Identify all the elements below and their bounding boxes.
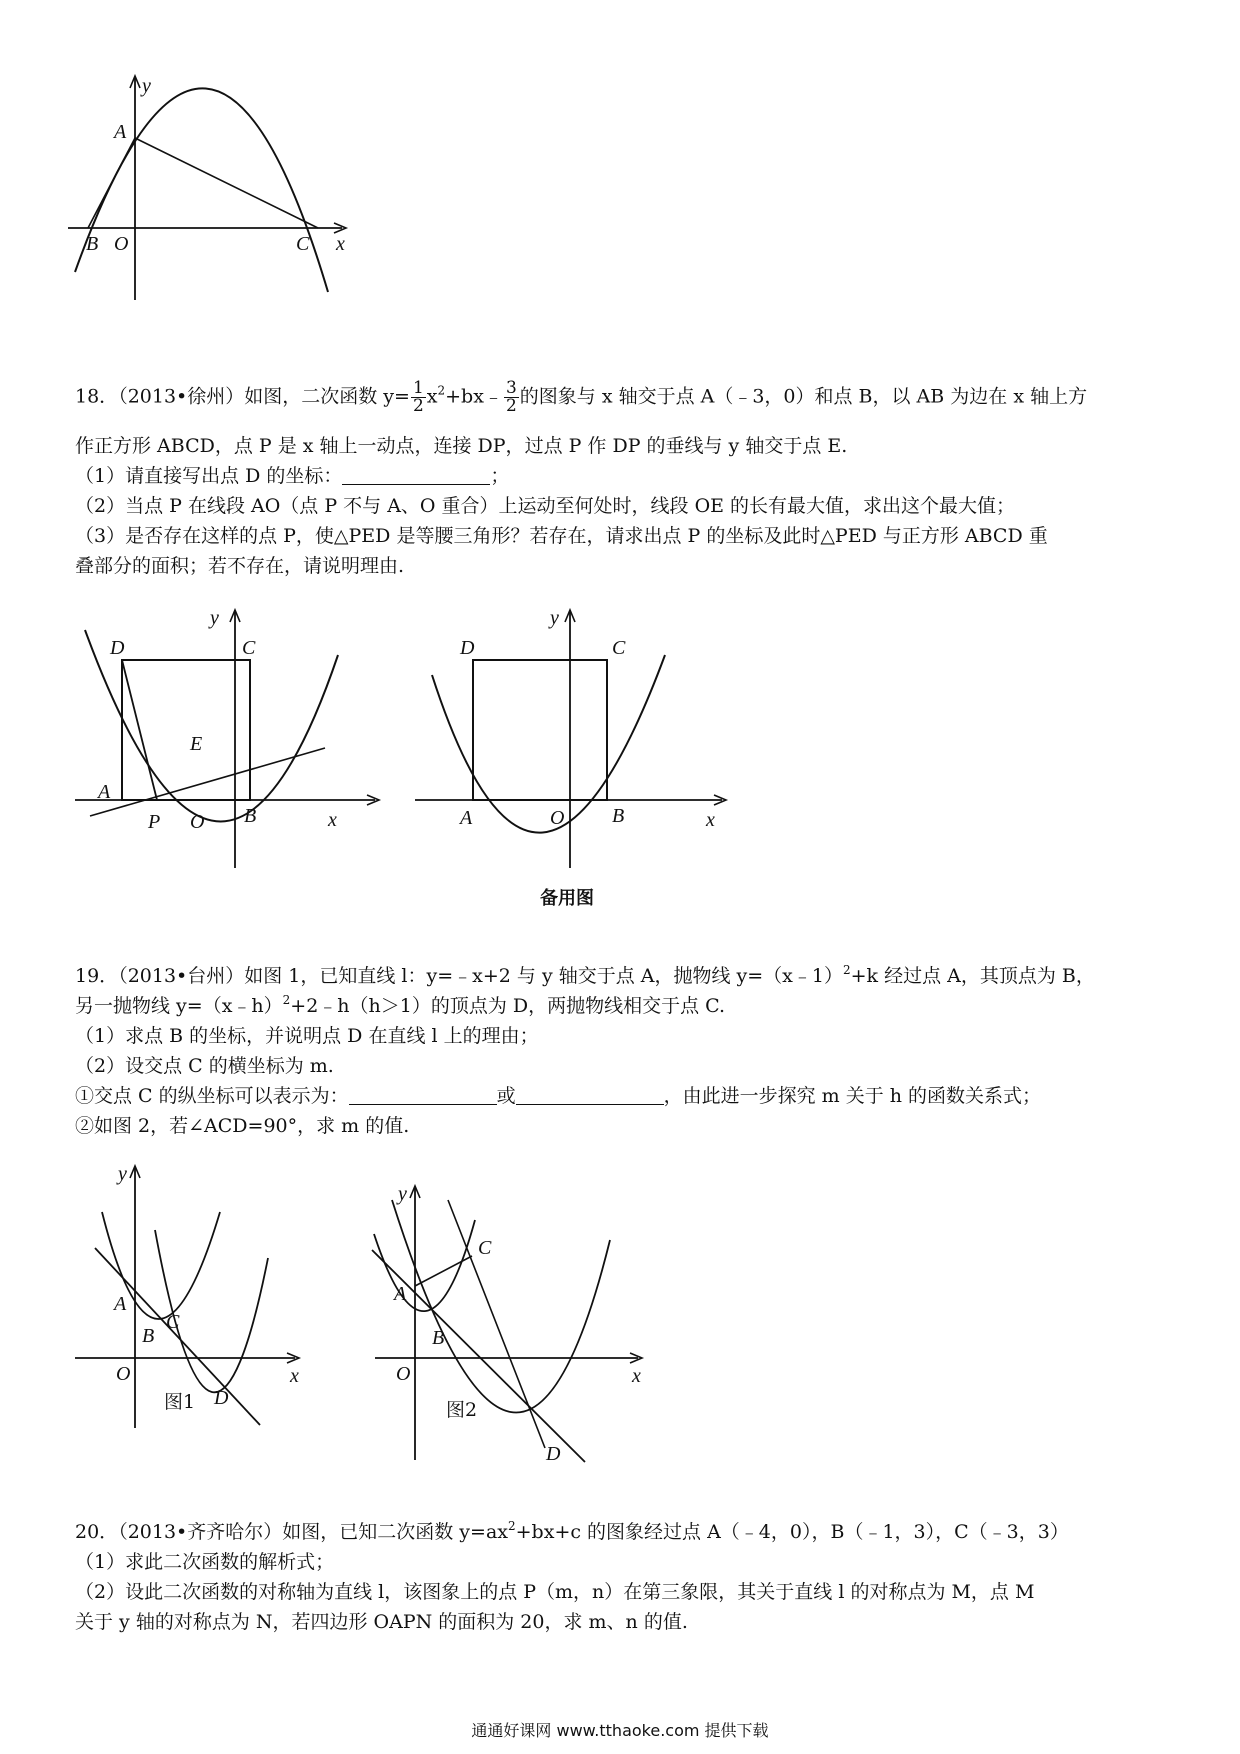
exponent: 2: [842, 963, 851, 977]
answer-blank[interactable]: [349, 1086, 497, 1105]
label-b: B: [142, 1325, 155, 1347]
fraction-three-halves: [504, 380, 519, 415]
label-d: D: [546, 1443, 561, 1465]
q19-text: +k 经过点 A，其顶点为 B，: [850, 965, 1095, 987]
q18-part1-end: ；: [490, 465, 510, 487]
square-abcd: [473, 660, 607, 800]
q19-sub1: [75, 1082, 1041, 1110]
q19-number: 19．: [75, 965, 119, 987]
label-c: C: [296, 233, 310, 255]
figure-caption: 图2: [446, 1399, 478, 1421]
label-b: B: [244, 805, 257, 827]
label-x: x: [328, 809, 337, 831]
label-a: A: [114, 1293, 127, 1315]
q19-line2: [75, 992, 725, 1020]
label-d: D: [214, 1387, 229, 1409]
label-a: A: [394, 1283, 407, 1305]
q19-sub1-or: 或: [496, 1085, 516, 1107]
exponent: 2: [508, 1519, 516, 1533]
square-abcd: [122, 660, 250, 800]
fraction-one-half: [411, 380, 426, 415]
q19-text: 另一抛物线 y=（x﹣h）: [75, 995, 283, 1017]
label-o: O: [550, 807, 565, 829]
label-x: x: [336, 233, 345, 255]
label-o: O: [396, 1363, 411, 1385]
q18-source: （2013•徐州）: [118, 385, 245, 408]
q18-part3b: 叠部分的面积；若不存在，请说明理由.: [75, 555, 405, 577]
q18-part1-text: （1）请直接写出点 D 的坐标：: [75, 465, 343, 487]
q19-sub1-text: ，由此进一步探究 m 关于 h 的函数关系式；: [663, 1085, 1042, 1107]
q19-text: 如图 1，已知直线 l：y=﹣x+2 与 y 轴交于点 A，抛物线 y=（x﹣1）: [244, 965, 843, 987]
label-y: y: [398, 1183, 407, 1205]
q19-text: +2﹣h（h＞1）的顶点为 D，两抛物线相交于点 C.: [290, 995, 726, 1017]
segment-ac: [135, 138, 318, 228]
q19-part2: （2）设交点 C 的横坐标为 m.: [75, 1055, 334, 1077]
q18-part1: [75, 462, 509, 490]
q20-part1: （1）求此二次函数的解析式；: [75, 1551, 335, 1573]
q19-part1: （1）求点 B 的坐标，并说明点 D 在直线 l 上的理由；: [75, 1025, 539, 1047]
figure-caption: 备用图: [540, 888, 594, 909]
q20-part2b: 关于 y 轴的对称点为 N，若四边形 OAPN 的面积为 20，求 m、n 的值.: [75, 1611, 688, 1633]
q19-line1: [75, 962, 1095, 990]
label-x: x: [706, 809, 715, 831]
q18-text: x: [426, 385, 438, 408]
fraction-denominator: 2: [505, 396, 517, 416]
q18-text: 如图，二次函数 y=: [244, 385, 410, 408]
fraction-numerator: 3: [505, 378, 517, 398]
q20-source: （2013•齐齐哈尔）: [118, 1521, 283, 1543]
label-c: C: [242, 637, 256, 659]
figure-q19-2: [370, 1180, 660, 1470]
label-c: C: [478, 1237, 492, 1259]
q18-part2: （2）当点 P 在线段 AO（点 P 不与 A、O 重合）上运动至何处时，线段 OE 的长有最大值，求出这个最大值；: [75, 495, 1016, 517]
label-a: A: [98, 781, 111, 803]
label-e: E: [190, 733, 203, 755]
q20-part2a: （2）设此二次函数的对称轴为直线 l，该图象上的点 P（m，n）在第三象限，其关于直线 l 的对称点为 M，点 M: [75, 1581, 1035, 1603]
fraction-numerator: 1: [412, 378, 424, 398]
label-b: B: [432, 1327, 445, 1349]
exponent: 2: [437, 383, 446, 398]
q20-line1: [75, 1518, 1069, 1546]
label-o: O: [114, 233, 129, 255]
line-pe: [90, 748, 325, 816]
label-a: A: [114, 121, 127, 143]
figure-q18-main: [70, 600, 400, 870]
figure-q19-1: [70, 1160, 320, 1440]
label-x: x: [290, 1365, 299, 1387]
figure-q17: [60, 60, 400, 320]
q18-number: 18．: [75, 385, 119, 408]
page-footer: 通通好课网 www.tthaoke.com 提供下载: [471, 1721, 769, 1740]
q19-sub2: ②如图 2，若∠ACD=90°，求 m 的值.: [75, 1115, 410, 1137]
q20-number: 20．: [75, 1521, 119, 1543]
parabola: [75, 88, 328, 292]
label-y: y: [210, 607, 219, 629]
fraction-denominator: 2: [412, 396, 424, 416]
label-c: C: [612, 637, 626, 659]
line-l: [372, 1250, 585, 1462]
answer-blank[interactable]: [516, 1086, 664, 1105]
figure-caption: 图1: [164, 1391, 196, 1413]
label-o: O: [190, 811, 205, 833]
figure-q18-spare: [410, 600, 740, 909]
parabola-2: [392, 1200, 610, 1413]
label-d: D: [460, 637, 475, 659]
label-x: x: [632, 1365, 641, 1387]
parabola-1: [374, 1220, 475, 1311]
answer-blank[interactable]: [342, 466, 490, 485]
label-b: B: [612, 805, 625, 827]
q20-text: 如图，已知二次函数 y=ax: [282, 1521, 508, 1543]
q18-line1: [75, 380, 1087, 415]
label-y: y: [550, 607, 559, 629]
label-p: P: [148, 811, 161, 833]
q18-text: +bx﹣: [445, 385, 503, 408]
parabola: [432, 655, 665, 833]
label-y: y: [142, 75, 151, 97]
segment-ab: [88, 138, 135, 228]
q19-source: （2013•台州）: [118, 965, 245, 987]
q20-text: +bx+c 的图象经过点 A（﹣4，0），B（﹣1，3），C（﹣3，3）: [515, 1521, 1069, 1543]
label-a: A: [460, 807, 473, 829]
q18-text: 的图象与 x 轴交于点 A（﹣3，0）和点 B，以 AB 为边在 x 轴上方: [519, 385, 1088, 408]
q18-part3a: （3）是否存在这样的点 P，使△PED 是等腰三角形？若存在，请求出点 P 的坐标及此时△PED 与正方形 ABCD 重: [75, 525, 1048, 547]
q19-sub1-text: ①交点 C 的纵坐标可以表示为：: [75, 1085, 349, 1107]
exponent: 2: [282, 993, 291, 1007]
label-y: y: [118, 1163, 127, 1185]
label-o: O: [116, 1363, 131, 1385]
q18-line2: 作正方形 ABCD，点 P 是 x 轴上一动点，连接 DP，过点 P 作 DP 的垂线与 y 轴交于点 E.: [75, 435, 848, 457]
label-c: C: [166, 1311, 180, 1333]
segment-ac: [415, 1256, 472, 1286]
label-b: B: [86, 233, 99, 255]
label-d: D: [110, 637, 125, 659]
